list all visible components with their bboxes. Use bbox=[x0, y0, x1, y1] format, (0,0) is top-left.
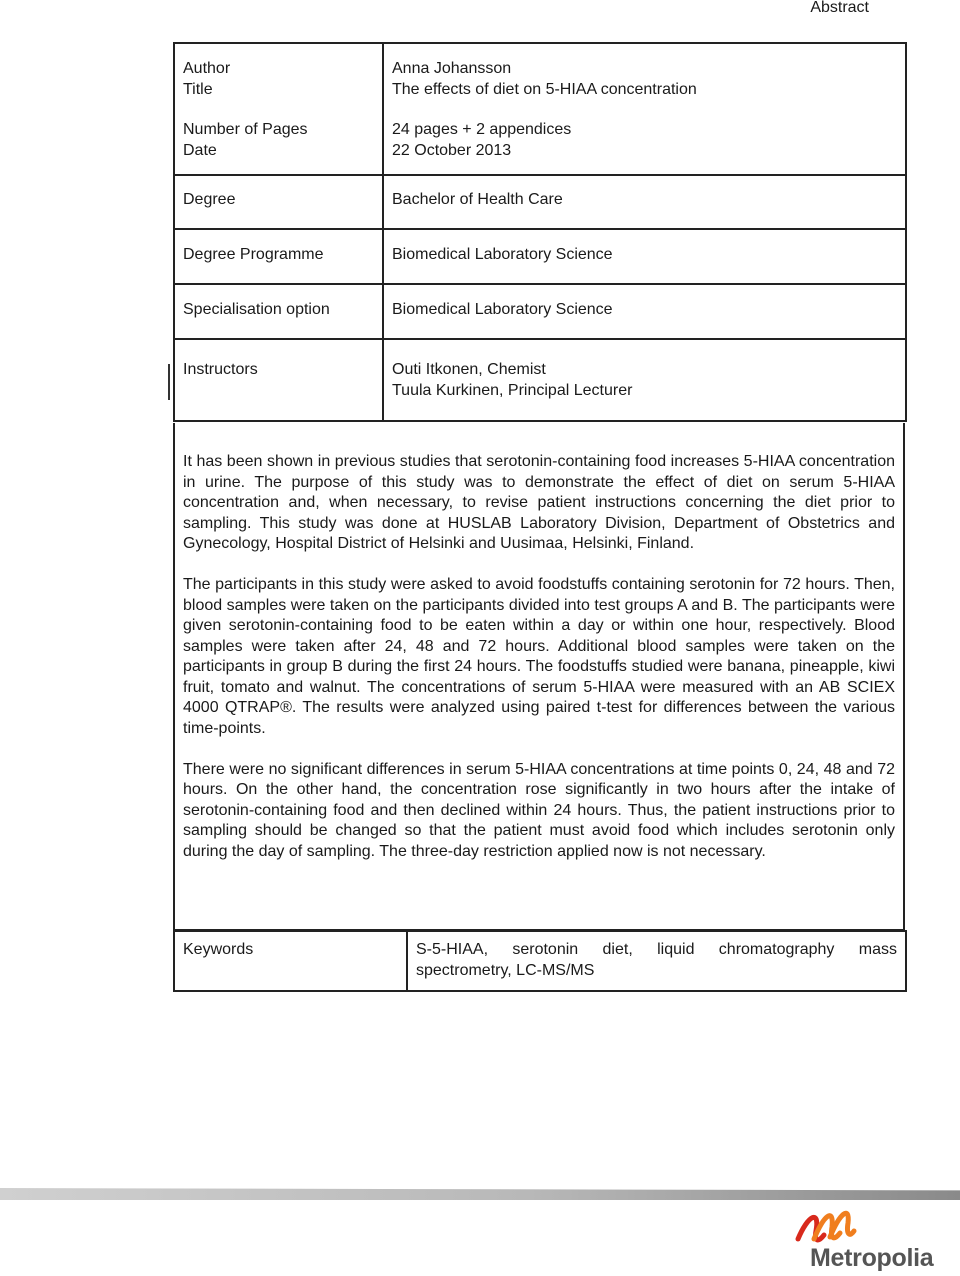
specialisation-label: Specialisation option bbox=[174, 284, 383, 339]
author-value: Anna Johansson bbox=[392, 60, 512, 77]
revision-change-bar bbox=[168, 364, 170, 400]
instructors-label: Instructors bbox=[174, 339, 383, 421]
title-row bbox=[174, 43, 906, 175]
title-label: Title bbox=[183, 80, 213, 98]
degree-value: Bachelor of Health Care bbox=[383, 175, 906, 229]
footer-stripe bbox=[0, 1188, 960, 1200]
degree-label: Degree bbox=[174, 175, 383, 229]
pages-value: 24 pages + 2 appendices bbox=[392, 121, 572, 138]
title-value: The effects of diet on 5-HIAA concentration bbox=[392, 80, 697, 98]
instructors-cell bbox=[383, 339, 906, 421]
title-values-cell bbox=[383, 43, 906, 175]
degree-row bbox=[174, 175, 906, 229]
abstract-paragraph-3: There were no significant differences in serum 5-HIAA concentrations at time points 0, 24, 48 and 72 hours. On the other hand, the concentration rose significantly in two hours after the intake of serotonin-containing food and then declined within 24 hours. Thus, the patient instructions prior to sampling should be changed so that the patient must avoid food which includes serotonin only during the day of sampling. The three-day restriction applied now is not necessary. bbox=[183, 760, 895, 860]
programme-label: Degree Programme bbox=[174, 229, 383, 284]
specialisation-value: Biomedical Laboratory Science bbox=[383, 284, 906, 339]
page-header-label: Abstract bbox=[810, 0, 869, 16]
date-value: 22 October 2013 bbox=[392, 141, 512, 159]
abstract-body bbox=[173, 423, 905, 931]
pages-label: Number of Pages bbox=[183, 121, 308, 138]
abstract-paragraph-1: It has been shown in previous studies that serotonin-containing food increases 5-HIAA concentration in urine. The purpose of this study was to demonstrate the effect of diet on serum 5-HIAA concentration and, when necessary, to revise patient instructions concerning the diet prior to sampling. This study was done at HUSLAB Laboratory Division, Department of Obstetrics and Gynecology, Hospital District of Helsinki and Uusimaa, Helsinki, Finland. bbox=[183, 453, 895, 552]
abstract-paragraph-2: The participants in this study were asked to avoid foodstuffs containing serotonin for 72 hours. Then, blood samples were taken on the participants divided into test groups A and B. The participants were given serotonin-containing food to be eaten within a day or within one hour, respectively. Blood samples were taken after 24, 48 and 72 hours. Additional blood samples were taken on the participants in group B during the first 24 hours. The foodstuffs studied were banana, pineapple, kiwi fruit, tomato and walnut. The concentrations of serum 5-HIAA were measured with an AB SCIEX 4000 QTRAP®. The results were analyzed using paired t-test for differences between the various time-points. bbox=[183, 576, 895, 737]
keywords-row bbox=[174, 931, 906, 991]
title-labels-cell bbox=[174, 43, 383, 175]
author-label: Author bbox=[183, 60, 231, 77]
date-label: Date bbox=[183, 141, 217, 159]
programme-row bbox=[174, 229, 906, 284]
keywords-table bbox=[173, 930, 907, 992]
instructor-2: Tuula Kurkinen, Principal Lecturer bbox=[392, 381, 633, 399]
keywords-label: Keywords bbox=[174, 931, 407, 991]
specialisation-row bbox=[174, 284, 906, 339]
thesis-info-table bbox=[173, 42, 907, 422]
logo-text: Metropolia bbox=[810, 1244, 934, 1272]
keywords-value: S-5-HIAA, serotonin diet, liquid chromatography mass spectrometry, LC-MS/MS bbox=[407, 931, 906, 991]
instructors-row bbox=[174, 339, 906, 421]
programme-value: Biomedical Laboratory Science bbox=[383, 229, 906, 284]
instructor-1: Outi Itkonen, Chemist bbox=[392, 361, 546, 378]
